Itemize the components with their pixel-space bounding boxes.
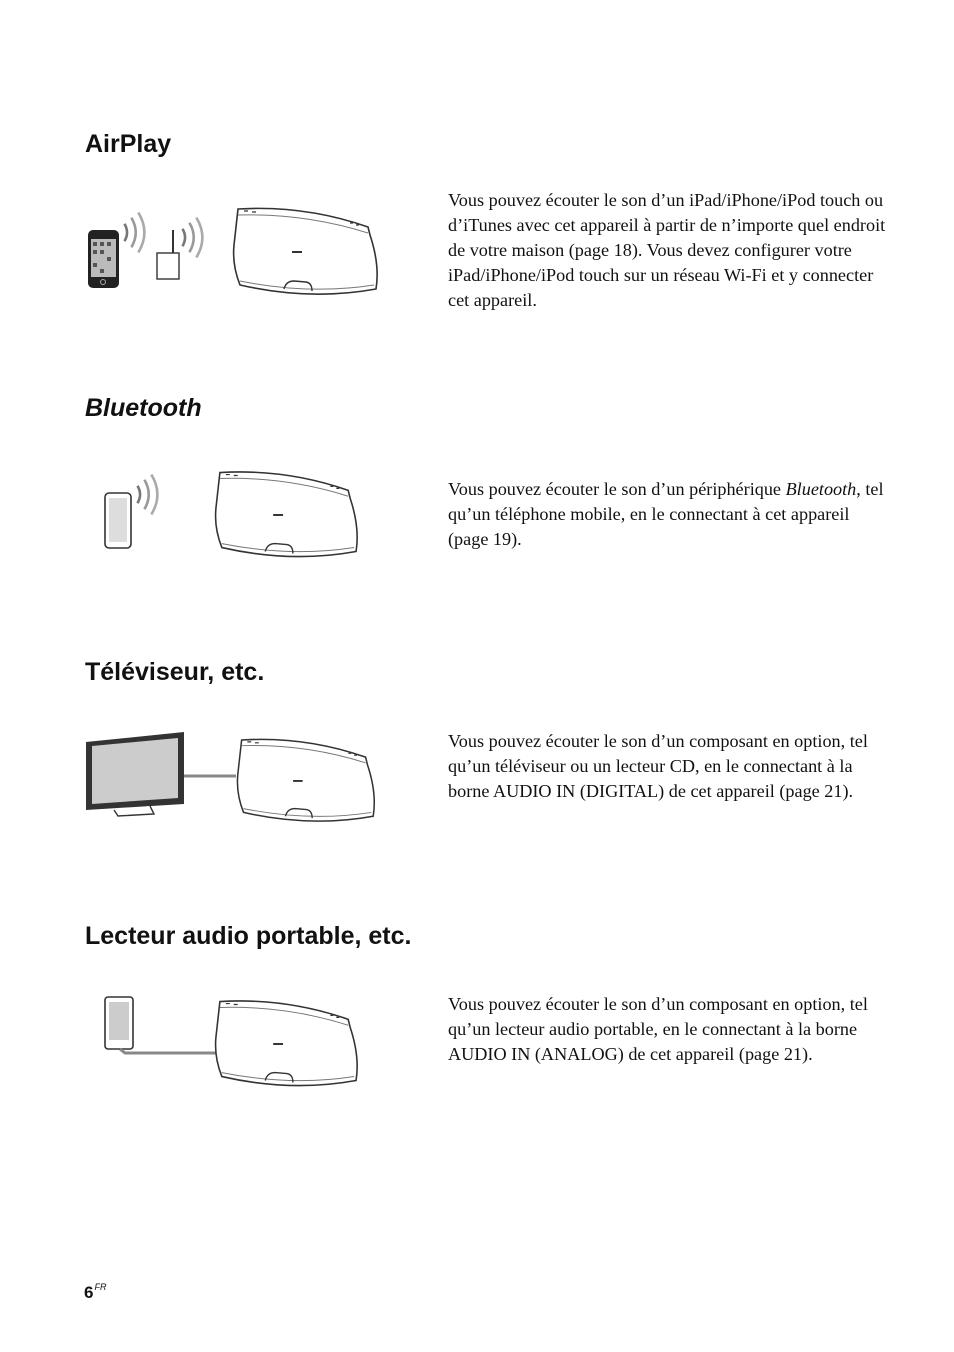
page-number-value: 6 bbox=[84, 1283, 94, 1302]
section-heading-portable-audio: Lecteur audio portable, etc. bbox=[85, 922, 412, 950]
section-text-bluetooth bbox=[448, 477, 888, 552]
tv-icon bbox=[84, 732, 244, 822]
mobile-phone-icon bbox=[100, 468, 170, 553]
section-text-airplay: Vous pouvez écouter le son d’un iPad/iPhone/iPod touch ou d’iTunes avec cet appareil à partir de n’importe quel endroit de votre maison (page 18). Vous devez configurer votre iPad/iPhone/iPod touch sur un réseau Wi-Fi et y connecter cet appareil. bbox=[448, 190, 886, 310]
section-text-tv: Vous pouvez écouter le son d’un composant en option, tel qu’un téléviseur ou un lecteur CD, en le connectant à la borne AUDIO IN (DIGITAL) de cet appareil (page 21). bbox=[448, 731, 868, 801]
section-heading-bluetooth: Bluetooth bbox=[85, 394, 202, 422]
tv-illustration bbox=[84, 732, 384, 827]
portable-player-icon bbox=[100, 995, 230, 1055]
speaker-icon bbox=[230, 205, 380, 297]
speaker-icon bbox=[212, 468, 360, 560]
section-heading-tv: Téléviseur, etc. bbox=[85, 658, 265, 686]
speaker-icon bbox=[212, 997, 360, 1089]
section-heading-airplay: AirPlay bbox=[85, 130, 172, 158]
page-number bbox=[84, 1282, 106, 1303]
text-part: , tel qu’un téléphone mobile, en le connectant à cet appareil (page 19). bbox=[448, 479, 884, 549]
airplay-illustration bbox=[85, 205, 385, 300]
bluetooth-illustration bbox=[100, 468, 360, 563]
portable-audio-illustration bbox=[100, 995, 360, 1090]
speaker-icon bbox=[234, 734, 377, 826]
text-italic: Bluetooth bbox=[785, 479, 857, 499]
page-language: FR bbox=[94, 1282, 107, 1292]
text-part: Vous pouvez écouter le son d’un périphérique bbox=[448, 479, 786, 499]
section-text-portable-audio: Vous pouvez écouter le son d’un composant en option, tel qu’un lecteur audio portable, en le connectant à la borne AUDIO IN (ANALOG) de cet appareil (page 21). bbox=[448, 994, 868, 1064]
